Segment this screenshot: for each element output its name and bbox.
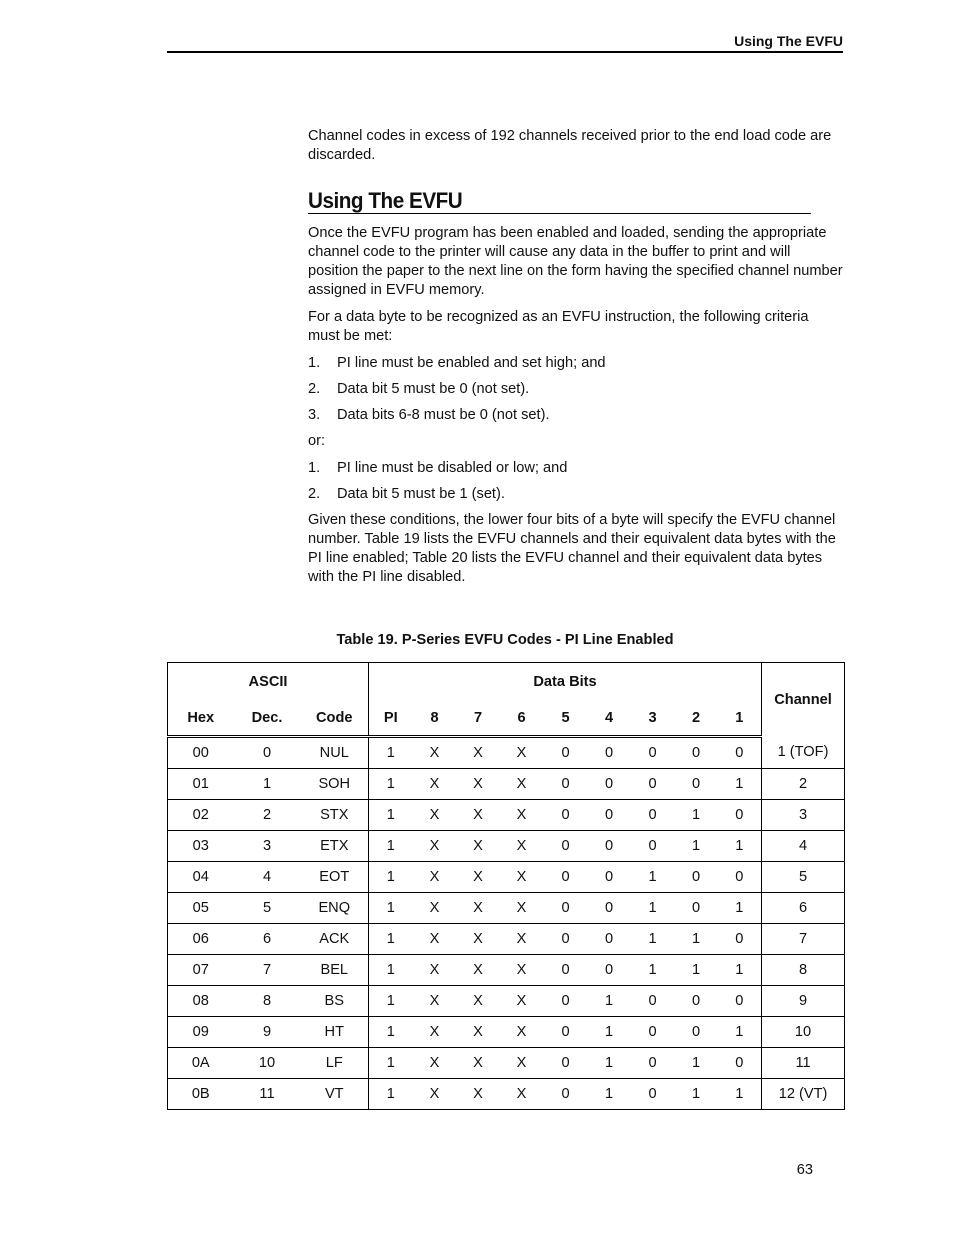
cell-bit6: X [500,831,544,862]
cell-bit1: 0 [718,986,762,1017]
cell-bit4: 0 [588,769,631,800]
cell-bit2: 0 [675,893,718,924]
cell-pi: 1 [369,769,413,800]
cell-pi: 1 [369,1079,413,1110]
cell-pi: 1 [369,800,413,831]
cell-bit7: X [457,893,500,924]
list-number: 1. [308,460,321,476]
cell-bit8: X [413,1017,457,1048]
cell-bit1: 1 [718,893,762,924]
cell-bit6: X [500,924,544,955]
cell-code: BEL [301,955,369,986]
cell-bit7: X [457,924,500,955]
list-text: Data bit 5 must be 0 (not set). [337,381,530,397]
cell-bit3: 0 [631,831,675,862]
cell-bit7: X [457,955,500,986]
column-header: 6 [500,700,544,737]
cell-pi: 1 [369,1048,413,1079]
cell-bit2: 1 [675,1079,718,1110]
channel-header: Channel [762,663,845,737]
cell-pi: 1 [369,831,413,862]
intro-paragraph: Channel codes in excess of 192 channels received prior to the end load code are discarded. [308,128,832,163]
cell-code: SOH [301,769,369,800]
cell-bit4: 0 [588,831,631,862]
page-number: 63 [796,1162,813,1178]
cell-pi: 1 [369,737,413,769]
cell-hex: 07 [168,955,234,986]
cell-bit3: 0 [631,737,675,769]
cell-pi: 1 [369,1017,413,1048]
cell-bit7: X [457,986,500,1017]
cell-code: NUL [301,737,369,769]
cell-bit1: 0 [718,924,762,955]
cell-bit8: X [413,986,457,1017]
cell-bit6: X [500,769,544,800]
cell-dec: 10 [234,1048,301,1079]
cell-bit2: 1 [675,800,718,831]
cell-bit3: 0 [631,986,675,1017]
cell-bit8: X [413,893,457,924]
cell-channel: 9 [762,986,845,1017]
list-item [308,354,843,373]
column-header: 7 [457,700,500,737]
table-row [168,737,845,769]
cell-bit1: 1 [718,955,762,986]
paragraph-2: For a data byte to be recognized as an EVFU instruction, the following criteria must be met: [308,309,809,344]
cell-bit5: 0 [544,955,588,986]
cell-bit6: X [500,1017,544,1048]
ascii-group-header: ASCII [168,663,369,701]
table-row [168,893,845,924]
cell-bit2: 0 [675,1017,718,1048]
cell-pi: 1 [369,862,413,893]
list-number: 2. [308,381,321,397]
cell-channel: 10 [762,1017,845,1048]
cell-bit5: 0 [544,800,588,831]
cell-hex: 05 [168,893,234,924]
table-row [168,924,845,955]
cell-bit4: 0 [588,737,631,769]
section-title: Using The EVFU [308,191,811,214]
cell-hex: 02 [168,800,234,831]
cell-bit3: 0 [631,1048,675,1079]
cell-bit8: X [413,769,457,800]
cell-bit5: 0 [544,1079,588,1110]
cell-bit4: 0 [588,893,631,924]
cell-bit8: X [413,955,457,986]
cell-bit2: 1 [675,955,718,986]
cell-code: ACK [301,924,369,955]
cell-dec: 11 [234,1079,301,1110]
cell-bit2: 1 [675,924,718,955]
cell-bit7: X [457,1017,500,1048]
cell-bit4: 0 [588,955,631,986]
table-row [168,1079,845,1110]
table-row [168,831,845,862]
cell-bit3: 1 [631,955,675,986]
cell-bit5: 0 [544,831,588,862]
cell-bit5: 0 [544,862,588,893]
cell-bit4: 1 [588,1017,631,1048]
cell-dec: 6 [234,924,301,955]
cell-bit4: 0 [588,800,631,831]
cell-pi: 1 [369,893,413,924]
cell-bit3: 0 [631,769,675,800]
column-header: 8 [413,700,457,737]
cell-channel: 5 [762,862,845,893]
cell-bit6: X [500,1048,544,1079]
cell-dec: 1 [234,769,301,800]
cell-bit4: 0 [588,862,631,893]
table-row [168,769,845,800]
cell-bit4: 0 [588,924,631,955]
cell-bit1: 0 [718,862,762,893]
criteria-list-1 [308,354,843,425]
cell-bit6: X [500,893,544,924]
table-row [168,862,845,893]
cell-bit5: 0 [544,769,588,800]
cell-hex: 01 [168,769,234,800]
column-header: Dec. [234,700,301,737]
cell-bit5: 0 [544,893,588,924]
cell-bit1: 0 [718,1048,762,1079]
page-content [308,127,843,595]
cell-hex: 08 [168,986,234,1017]
cell-channel: 1 (TOF) [762,737,845,769]
list-number: 2. [308,486,321,502]
cell-bit1: 0 [718,737,762,769]
column-header: 2 [675,700,718,737]
cell-code: ENQ [301,893,369,924]
cell-bit7: X [457,769,500,800]
cell-bit2: 0 [675,986,718,1017]
cell-channel: 7 [762,924,845,955]
cell-bit3: 0 [631,800,675,831]
column-header: 1 [718,700,762,737]
list-number: 1. [308,355,321,371]
column-header: 5 [544,700,588,737]
cell-pi: 1 [369,955,413,986]
evfu-codes-table [167,662,845,1110]
list-item [308,459,843,478]
criteria-list-2 [308,459,843,504]
list-item [308,485,843,504]
cell-pi: 1 [369,924,413,955]
cell-bit8: X [413,1048,457,1079]
cell-dec: 3 [234,831,301,862]
cell-bit8: X [413,924,457,955]
list-text: PI line must be enabled and set high; and [337,355,606,371]
cell-dec: 8 [234,986,301,1017]
cell-bit3: 0 [631,1017,675,1048]
cell-dec: 2 [234,800,301,831]
cell-code: BS [301,986,369,1017]
cell-code: HT [301,1017,369,1048]
running-header: Using The EVFU [167,33,843,53]
cell-channel: 12 (VT) [762,1079,845,1110]
list-text: Data bit 5 must be 1 (set). [337,486,505,502]
cell-hex: 00 [168,737,234,769]
cell-hex: 03 [168,831,234,862]
or-text: or: [308,433,326,449]
table-row [168,955,845,986]
cell-code: STX [301,800,369,831]
cell-bit7: X [457,831,500,862]
table-row [168,986,845,1017]
cell-bit7: X [457,737,500,769]
cell-hex: 06 [168,924,234,955]
list-text: Data bits 6-8 must be 0 (not set). [337,407,550,423]
cell-code: ETX [301,831,369,862]
cell-bit6: X [500,1079,544,1110]
cell-channel: 6 [762,893,845,924]
cell-code: EOT [301,862,369,893]
column-header: Hex [168,700,234,737]
cell-bit8: X [413,737,457,769]
cell-bit7: X [457,800,500,831]
table-body [168,737,845,1110]
cell-bit2: 0 [675,862,718,893]
cell-bit3: 0 [631,1079,675,1110]
cell-bit7: X [457,1079,500,1110]
cell-dec: 0 [234,737,301,769]
cell-bit3: 1 [631,893,675,924]
cell-dec: 7 [234,955,301,986]
cell-bit8: X [413,1079,457,1110]
cell-bit5: 0 [544,1048,588,1079]
cell-channel: 3 [762,800,845,831]
cell-bit5: 0 [544,1017,588,1048]
cell-bit6: X [500,986,544,1017]
list-item [308,406,843,425]
cell-bit2: 0 [675,769,718,800]
cell-hex: 04 [168,862,234,893]
cell-bit8: X [413,831,457,862]
cell-bit4: 1 [588,1079,631,1110]
cell-bit3: 1 [631,862,675,893]
list-number: 3. [308,407,321,423]
column-header: 3 [631,700,675,737]
list-item [308,380,843,399]
cell-channel: 8 [762,955,845,986]
cell-bit2: 1 [675,1048,718,1079]
cell-bit4: 1 [588,1048,631,1079]
cell-pi: 1 [369,986,413,1017]
cell-hex: 0B [168,1079,234,1110]
cell-bit6: X [500,800,544,831]
cell-bit1: 0 [718,800,762,831]
cell-bit6: X [500,737,544,769]
column-header: PI [369,700,413,737]
cell-bit1: 1 [718,831,762,862]
paragraph-1: Once the EVFU program has been enabled and loaded, sending the appropriate channel code to the printer will cause any data in the buffer to print and will position the paper to the next line on the form having the specified channel number assigned in EVFU memory. [308,225,843,298]
paragraph-3: Given these conditions, the lower four bits of a byte will specify the EVFU channel number. Table 19 lists the EVFU channels and their equivalent data bytes with the PI line enabled; Table 20 lists the EVFU channel and their equivalent data bytes with the PI line disabled. [308,512,836,585]
cell-bit8: X [413,800,457,831]
table-row [168,800,845,831]
table-row [168,1017,845,1048]
cell-dec: 5 [234,893,301,924]
cell-bit7: X [457,1048,500,1079]
cell-bit5: 0 [544,986,588,1017]
cell-bit6: X [500,955,544,986]
cell-bit1: 1 [718,1079,762,1110]
table-row [168,1048,845,1079]
cell-channel: 2 [762,769,845,800]
cell-channel: 4 [762,831,845,862]
table-caption: Table 19. P-Series EVFU Codes - PI Line Enabled [336,632,674,648]
cell-bit2: 0 [675,737,718,769]
column-header: 4 [588,700,631,737]
cell-bit1: 1 [718,1017,762,1048]
list-text: PI line must be disabled or low; and [337,460,568,476]
cell-dec: 9 [234,1017,301,1048]
cell-bit3: 1 [631,924,675,955]
cell-code: VT [301,1079,369,1110]
cell-bit4: 1 [588,986,631,1017]
cell-dec: 4 [234,862,301,893]
data-bits-group-header: Data Bits [369,663,762,701]
cell-channel: 11 [762,1048,845,1079]
cell-bit6: X [500,862,544,893]
column-header: Code [301,700,369,737]
cell-bit2: 1 [675,831,718,862]
cell-hex: 09 [168,1017,234,1048]
cell-code: LF [301,1048,369,1079]
cell-bit7: X [457,862,500,893]
cell-hex: 0A [168,1048,234,1079]
cell-bit8: X [413,862,457,893]
cell-bit5: 0 [544,924,588,955]
cell-bit1: 1 [718,769,762,800]
cell-bit5: 0 [544,737,588,769]
